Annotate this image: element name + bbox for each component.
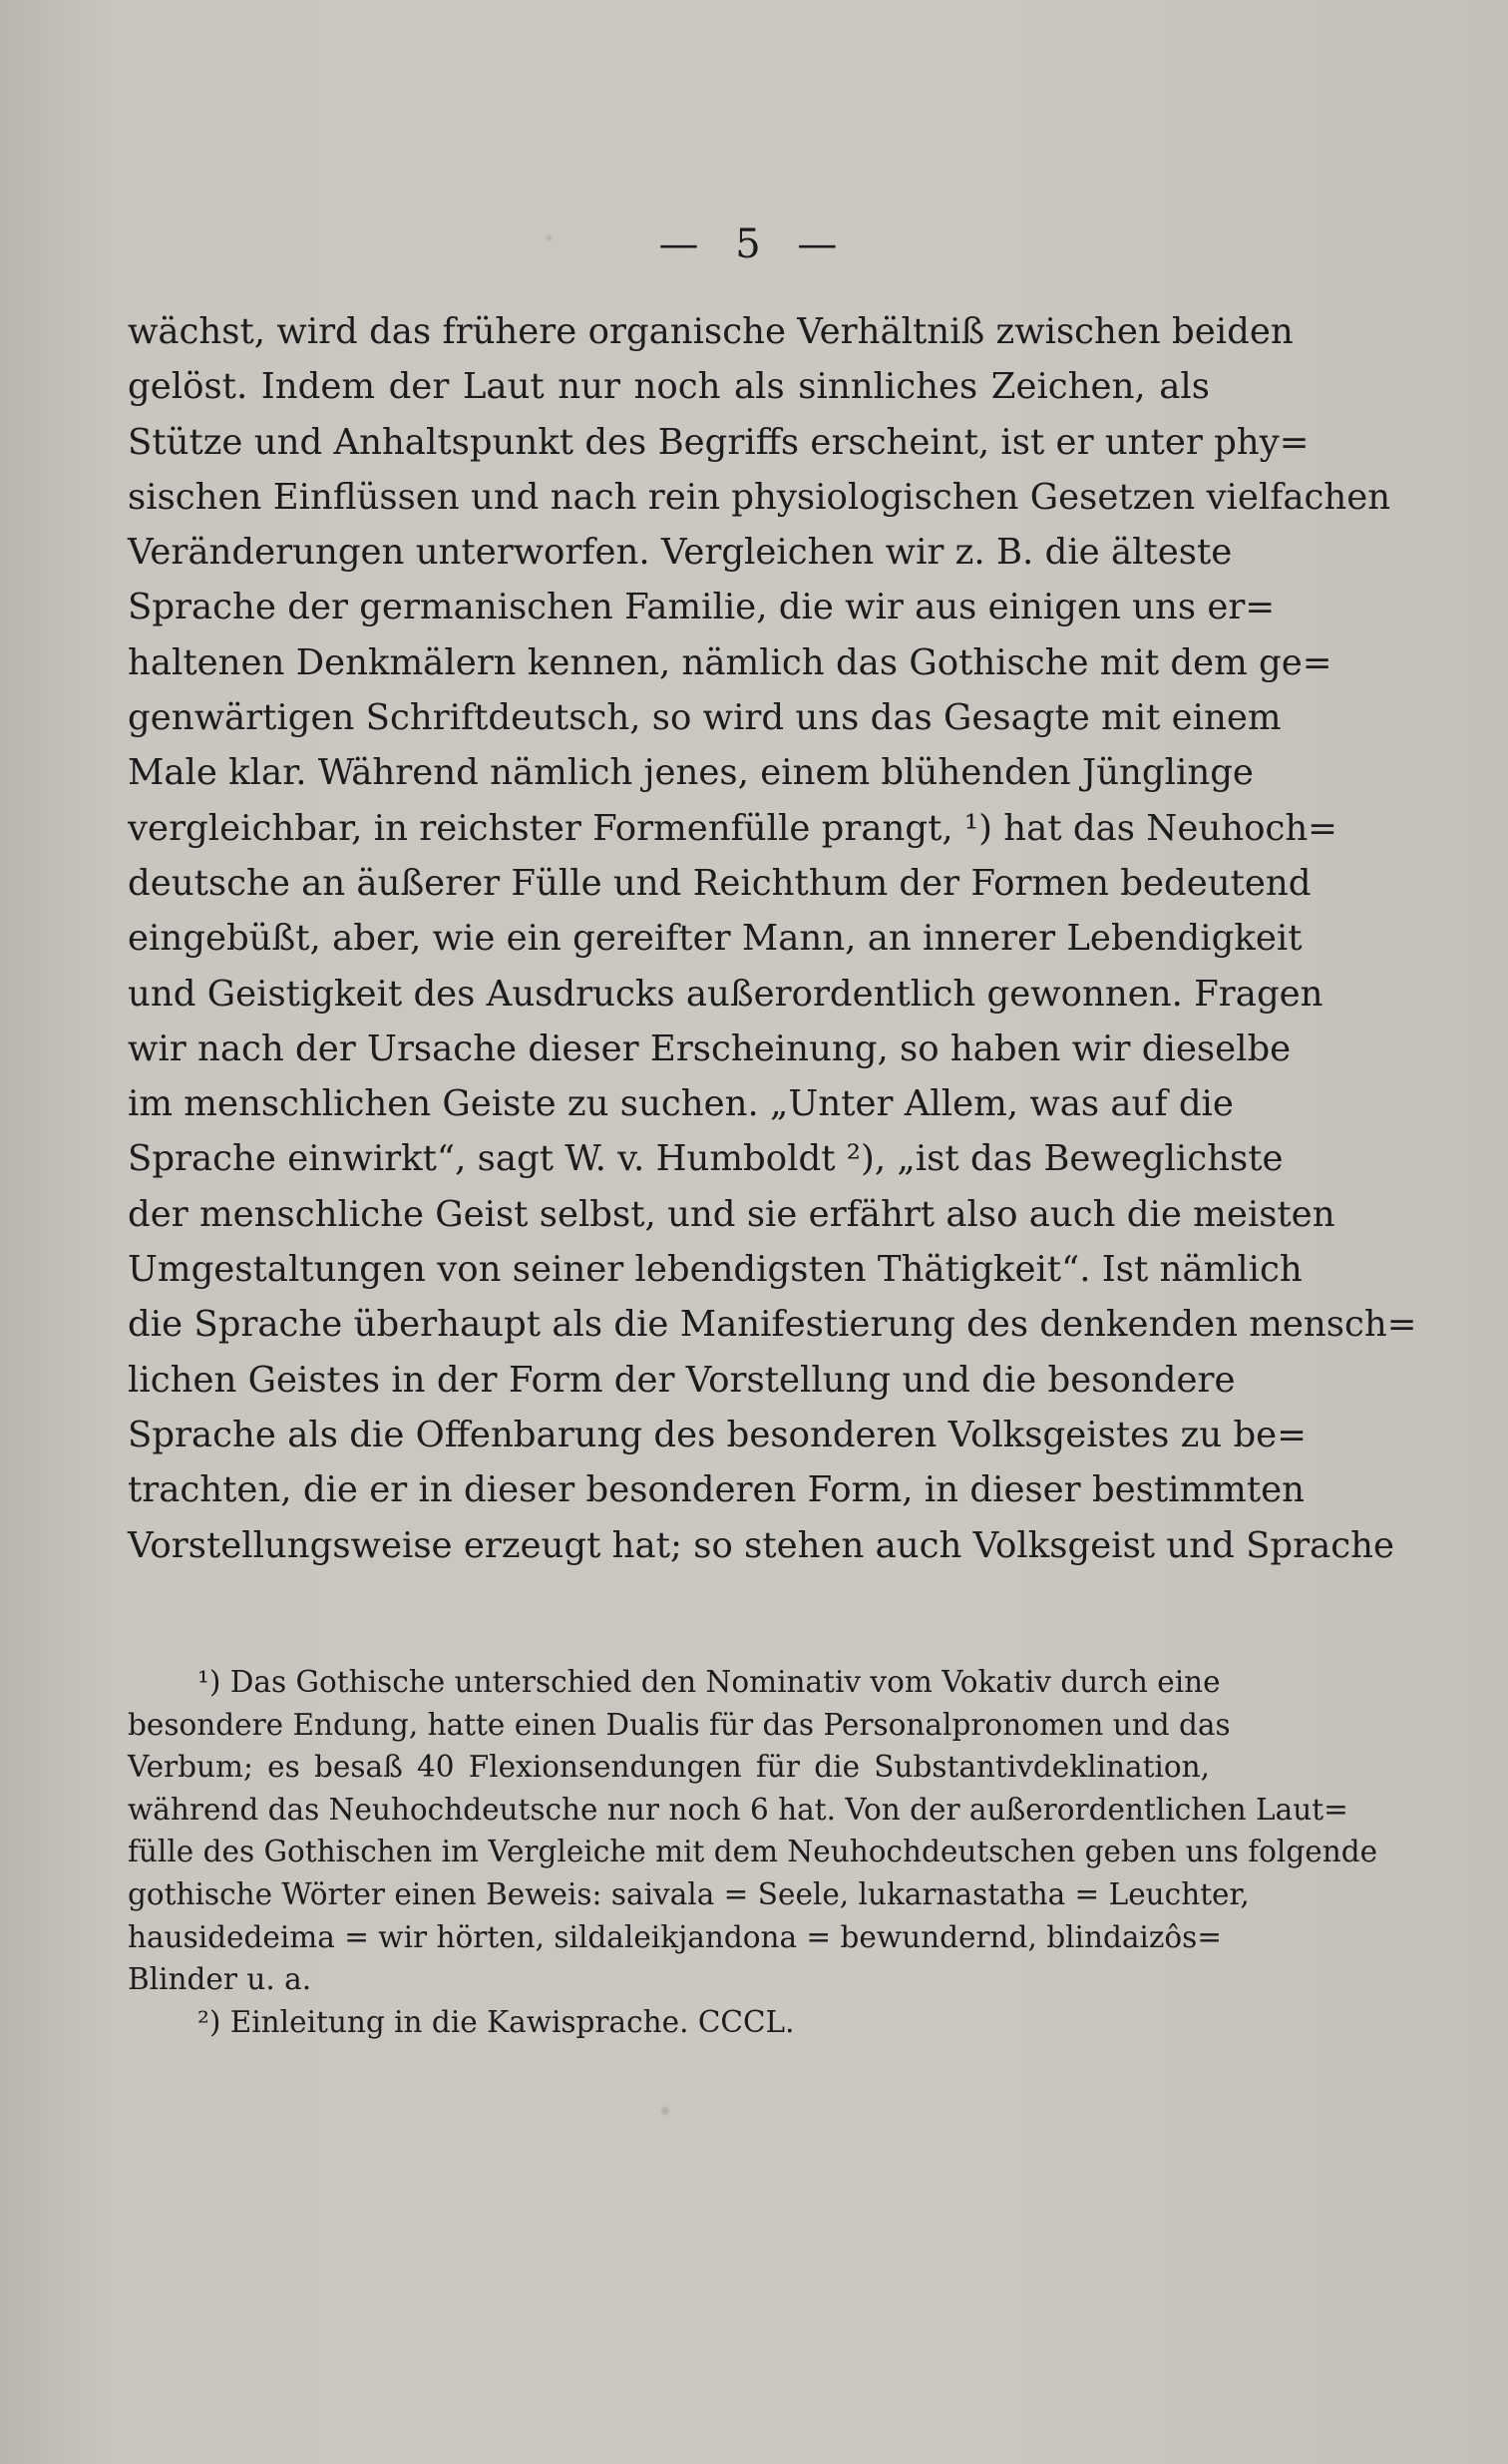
footnote-2-line: ²) Einleitung in die Kawisprache. CCCL.: [197, 2004, 795, 2039]
paper-speck: [547, 235, 552, 240]
text-line: gelöst. Indem der Laut nur noch als sinnliches Zeichen, als: [128, 366, 1210, 408]
text-line: haltenen Denkmälern kennen, nämlich das Gothische mit dem ge=: [128, 641, 1332, 683]
text-line: Sprache als die Offenbarung des besonderen Volksgeistes zu be=: [128, 1414, 1307, 1455]
text-line: im menschlichen Geiste zu suchen. „Unter Allem, was auf die: [128, 1083, 1234, 1125]
footnote-1-line: hausidedeima = wir hörten, sildaleikjandona = bewundernd, blindaizôs=: [128, 1919, 1223, 1954]
text-line: Sprache einwirkt“, sagt W. v. Humboldt ²), „ist das Beweglichste: [128, 1138, 1284, 1180]
text-line: sischen Einflüssen und nach rein physiologischen Gesetzen vielfachen: [128, 476, 1391, 518]
main-text: [128, 304, 1417, 1573]
text-line: Umgestaltungen von seiner lebendigsten Thätigkeit“. Ist nämlich: [128, 1249, 1303, 1291]
text-line: die Sprache überhaupt als die Manifestierung des denkenden mensch=: [128, 1304, 1417, 1346]
text-line: vergleichbar, in reichster Formenfülle prangt, ¹) hat das Neuhoch=: [128, 807, 1337, 849]
text-line: eingebüßt, aber, wie ein gereifter Mann, an innerer Lebendigkeit: [128, 918, 1303, 960]
footnote-1-line: Verbum; es besaß 40 Flexionsendungen für die Substantivdeklination,: [128, 1750, 1210, 1785]
text-line: Veränderungen unterworfen. Vergleichen wir z. B. die älteste: [128, 532, 1233, 574]
footnote-1-line: fülle des Gothischen im Vergleiche mit dem Neuhochdeutschen geben uns folgende: [128, 1835, 1378, 1869]
text-line: deutsche an äußerer Fülle und Reichthum der Formen bedeutend: [128, 862, 1312, 904]
text-line: lichen Geistes in der Form der Vorstellung und die besondere: [128, 1359, 1236, 1401]
text-line: wir nach der Ursache dieser Erscheinung, so haben wir dieselbe: [128, 1027, 1292, 1069]
footnotes: [128, 1661, 1378, 2043]
paper-speck: [661, 2107, 669, 2115]
text-line: wächst, wird das frühere organische Verhältniß zwischen beiden: [128, 311, 1294, 352]
footnote-1-line: ¹) Das Gothische unterschied den Nominativ vom Vokativ durch eine: [197, 1665, 1221, 1699]
footnote-1-line: gothische Wörter einen Beweis: saivala = Seele, lukarnastatha = Leuchter,: [128, 1876, 1250, 1911]
text-line: genwärtigen Schriftdeutsch, so wird uns das Gesagte mit einem: [128, 697, 1282, 739]
page-number-header: — 5 —: [658, 221, 850, 267]
text-line: Vorstellungsweise erzeugt hat; so stehen auch Volksgeist und Sprache: [128, 1524, 1395, 1566]
footnote-1-line: Blinder u. a.: [128, 1962, 312, 1997]
text-line: der menschliche Geist selbst, und sie erfährt also auch die meisten: [128, 1193, 1335, 1235]
text-line: Sprache der germanischen Familie, die wir aus einigen uns er=: [128, 587, 1276, 628]
text-line: und Geistigkeit des Ausdrucks außerordentlich gewonnen. Fragen: [128, 973, 1323, 1015]
footnote-1-line: während das Neuhochdeutsche nur noch 6 hat. Von der außerordentlichen Laut=: [128, 1792, 1348, 1827]
text-line: Male klar. Während nämlich jenes, einem blühenden Jünglinge: [128, 752, 1254, 794]
footnote-1-line: besondere Endung, hatte einen Dualis für das Personalpronomen und das: [128, 1707, 1231, 1742]
text-line: Stütze und Anhaltspunkt des Begriffs erscheint, ist er unter phy=: [128, 421, 1310, 463]
text-line: trachten, die er in dieser besonderen Form, in dieser bestimmten: [128, 1469, 1305, 1511]
